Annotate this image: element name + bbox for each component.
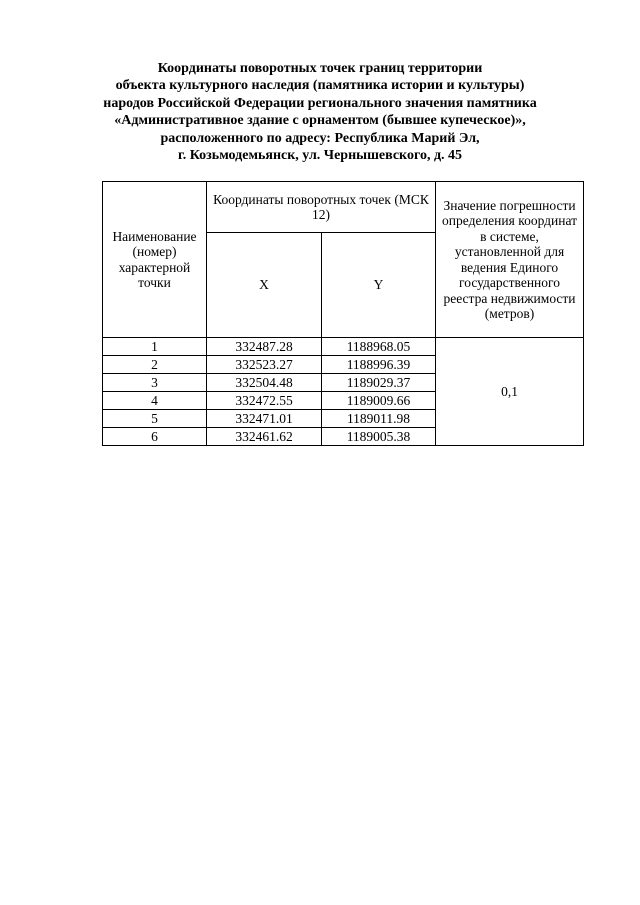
coordinates-table xyxy=(102,181,584,446)
title-line: «Административное здание с орнаментом (бывшее купеческое)», xyxy=(114,113,526,129)
cell-y: 1188996.39 xyxy=(322,356,436,374)
cell-y: 1189029.37 xyxy=(322,374,436,392)
title-line: объекта культурного наследия (памятника истории и культуры) xyxy=(115,78,525,94)
header-point-name: Наименование (номер) характерной точки xyxy=(103,182,207,338)
header-error: Значение погрешности определения координат в системе, установленной для ведения Единого государственного реестра недвижимости (метров) xyxy=(436,182,584,338)
table-header-row xyxy=(103,182,584,233)
title-line: Координаты поворотных точек границ территории xyxy=(157,61,483,76)
cell-x: 332504.48 xyxy=(207,374,322,392)
cell-y: 1189011.98 xyxy=(322,410,436,428)
cell-point-number: 4 xyxy=(103,392,207,410)
title-line: г. Козьмодемьянск, ул. Чернышевского, д. 45 xyxy=(177,148,463,164)
header-coordinates: Координаты поворотных точек (МСК 12) xyxy=(207,182,436,233)
cell-x: 332523.27 xyxy=(207,356,322,374)
header-x: X xyxy=(207,233,322,338)
cell-y: 1188968.05 xyxy=(322,338,436,356)
cell-point-number: 3 xyxy=(103,374,207,392)
cell-point-number: 6 xyxy=(103,428,207,446)
header-y: Y xyxy=(322,233,436,338)
cell-x: 332472.55 xyxy=(207,392,322,410)
cell-y: 1189005.38 xyxy=(322,428,436,446)
title-line: расположенного по адресу: Республика Марий Эл, xyxy=(160,130,480,146)
title-line: народов Российской Федерации регионального значения памятника xyxy=(103,95,537,111)
cell-point-number: 2 xyxy=(103,356,207,374)
cell-error-value: 0,1 xyxy=(436,338,584,446)
table-row xyxy=(103,338,584,356)
document-title xyxy=(40,60,600,164)
cell-point-number: 1 xyxy=(103,338,207,356)
cell-point-number: 5 xyxy=(103,410,207,428)
cell-x: 332471.01 xyxy=(207,410,322,428)
cell-y: 1189009.66 xyxy=(322,392,436,410)
cell-x: 332487.28 xyxy=(207,338,322,356)
cell-x: 332461.62 xyxy=(207,428,322,446)
